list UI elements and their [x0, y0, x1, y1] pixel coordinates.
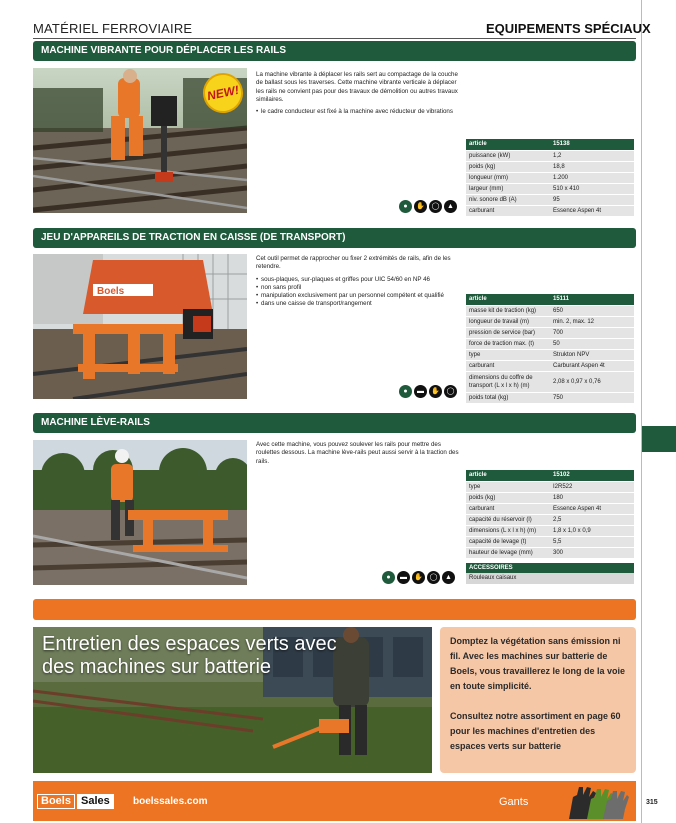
spec-header-row	[466, 470, 634, 481]
spec-key: dimensions du coffre de transport (L x l x h) (m)	[466, 371, 550, 392]
description-text: Avec cette machine, vous pouvez soulever les rails pour mettre des roulettes dessous. La machine lève-rails peut aussi servir à la traction des rails.	[256, 441, 459, 465]
product-title-vibrating-machine: MACHINE VIBRANTE POUR DÉPLACER LES RAILS	[33, 41, 636, 61]
spec-key: longueur de travail (m)	[466, 316, 550, 327]
spec-value: Strukton NPV	[550, 349, 634, 360]
spec-header-row	[466, 294, 634, 305]
spec-key: force de traction max. (t)	[466, 338, 550, 349]
bullet-item: • sous-plaques, sur-plaques et griffes pour UIC 54/60 en NP 46	[256, 276, 464, 284]
promo-paragraph: Domptez la végétation sans émission ni fil. Avec les machines sur batterie de Boels, vous travaillerez le long de la voie en toute simplicité.	[450, 636, 626, 691]
spec-key: article	[466, 139, 550, 150]
page-number: 315	[646, 799, 658, 806]
spec-table-15111	[466, 294, 634, 404]
accessory-item: Rouleaux caisaux	[466, 573, 634, 584]
spec-key: type	[466, 349, 550, 360]
safety-icons-row	[399, 385, 457, 398]
safety-shoe-icon: ▬	[397, 571, 410, 584]
spec-row	[466, 547, 634, 558]
accessories-title: ACCESSOIRES	[466, 563, 634, 573]
spec-row	[466, 371, 634, 392]
ear-protection-icon: ◯	[429, 200, 442, 213]
glove-icon: ✋	[414, 200, 427, 213]
spec-key: poids total (kg)	[466, 392, 550, 403]
spec-row	[466, 161, 634, 172]
category-heading: MATÉRIEL FERROVIAIRE	[33, 21, 193, 36]
safety-person-icon: ●	[399, 385, 412, 398]
spec-value: 650	[550, 305, 634, 316]
spec-row	[466, 525, 634, 536]
spec-value: 1.200	[550, 172, 634, 183]
spec-value: 2,08 x 0,97 x 0,76	[550, 371, 634, 392]
bullet-item: • manipulation exclusivement par un personnel compétent et qualifié	[256, 292, 464, 300]
rail-lifter-description	[256, 441, 464, 470]
spec-row	[466, 183, 634, 194]
header-rule	[33, 38, 636, 39]
spec-row	[466, 349, 634, 360]
spec-row	[466, 392, 634, 403]
spec-value: I2R522	[550, 481, 634, 492]
spec-row	[466, 194, 634, 205]
spec-row	[466, 503, 634, 514]
spec-row	[466, 172, 634, 183]
spec-key: longueur (mm)	[466, 172, 550, 183]
spec-row	[466, 205, 634, 216]
gloves-image	[563, 783, 629, 821]
rail-lifter-photo	[33, 440, 247, 585]
spec-key: largeur (mm)	[466, 183, 550, 194]
description-text: Cet outil permet de rapprocher ou fixer 2 extrémités de rails, afin de les retendre.	[256, 255, 451, 271]
spec-key: capacité du réservoir (l)	[466, 514, 550, 525]
glove-icon: ✋	[412, 571, 425, 584]
helmet-icon: ▲	[444, 200, 457, 213]
promo-title-line: Entretien des espaces verts avec	[42, 633, 337, 655]
spec-row	[466, 481, 634, 492]
glove-icon: ✋	[429, 385, 442, 398]
spec-key: carburant	[466, 205, 550, 216]
spec-value: Essence Aspen 4t	[550, 503, 634, 514]
vibrating-machine-description	[256, 71, 464, 116]
bullet-item: • le cadre conducteur est fixé à la machine avec réducteur de vibrations	[256, 108, 464, 116]
section-heading: EQUIPEMENTS SPÉCIAUX	[486, 21, 651, 36]
spec-row	[466, 360, 634, 371]
promo-title-line: des machines sur batterie	[42, 656, 272, 678]
svg-text:Boels: Boels	[97, 286, 125, 297]
spec-key: carburant	[466, 360, 550, 371]
promo-banner-bar	[33, 599, 636, 620]
spec-row	[466, 316, 634, 327]
spec-table-15138	[466, 139, 634, 217]
product-title-rail-lifter: MACHINE LÈVE-RAILS	[33, 413, 636, 433]
safety-person-icon: ●	[399, 200, 412, 213]
promo-title	[42, 633, 337, 679]
spec-table-15102	[466, 470, 634, 559]
spec-key: poids (kg)	[466, 161, 550, 172]
ear-protection-icon: ◯	[444, 385, 457, 398]
boels-logo[interactable]: Boels	[37, 794, 75, 809]
spec-key: pression de service (bar)	[466, 327, 550, 338]
safety-shoe-icon: ▬	[414, 385, 427, 398]
promo-text-box	[440, 627, 636, 773]
spec-value: 95	[550, 194, 634, 205]
accessories-box	[466, 563, 634, 584]
spec-key: capacité de levage (t)	[466, 536, 550, 547]
spec-key: poids (kg)	[466, 492, 550, 503]
safety-icons-row	[399, 200, 457, 213]
spec-key: article	[466, 294, 550, 305]
footer-bar	[33, 781, 636, 821]
spec-row	[466, 305, 634, 316]
product-title-traction-kit: JEU D'APPAREILS DE TRACTION EN CAISSE (DE TRANSPORT)	[33, 228, 636, 248]
spec-value: 750	[550, 392, 634, 403]
spec-value: 1,2	[550, 150, 634, 161]
page-edge-line	[641, 0, 642, 823]
spec-key: puissance (kW)	[466, 150, 550, 161]
spec-value: 18,8	[550, 161, 634, 172]
side-tab-marker	[642, 426, 676, 452]
safety-person-icon: ●	[382, 571, 395, 584]
spec-key: hauteur de levage (mm)	[466, 547, 550, 558]
spec-row	[466, 338, 634, 349]
promo-paragraph: Consultez notre assortiment en page 60 pour les machines d'entretien des espaces verts sur batterie	[450, 711, 621, 751]
spec-key: masse kit de traction (kg)	[466, 305, 550, 316]
spec-key: niv. sonore dB (A)	[466, 194, 550, 205]
spec-row	[466, 150, 634, 161]
new-badge: NEW!	[199, 69, 246, 116]
spec-row	[466, 514, 634, 525]
spec-value: 1,8 x 1,0 x 0,9	[550, 525, 634, 536]
spec-value: Essence Aspen 4t	[550, 205, 634, 216]
spec-row	[466, 536, 634, 547]
spec-value: 5,5	[550, 536, 634, 547]
spec-value: Carburant Aspen 4t	[550, 360, 634, 371]
spec-row	[466, 327, 634, 338]
spec-value: 50	[550, 338, 634, 349]
spec-value: 15111	[550, 294, 634, 305]
spec-value: 180	[550, 492, 634, 503]
spec-key: dimensions (L x l x h) (m)	[466, 525, 550, 536]
spec-value: 700	[550, 327, 634, 338]
spec-value: min. 2, max. 12	[550, 316, 634, 327]
ear-protection-icon: ◯	[427, 571, 440, 584]
battery-garden-machine-photo	[33, 627, 432, 773]
traction-kit-description	[256, 255, 464, 309]
footer-website-link[interactable]: boelssales.com	[133, 796, 208, 807]
spec-row	[466, 492, 634, 503]
helmet-icon: ▲	[442, 571, 455, 584]
spec-value: 15138	[550, 139, 634, 150]
bullet-item: • non sans profil	[256, 284, 464, 292]
bullet-item: • dans une caisse de transport/rangement	[256, 300, 464, 308]
sales-logo[interactable]: Sales	[77, 794, 114, 809]
footer-next-category: Gants	[499, 796, 529, 808]
traction-kit-photo	[33, 254, 247, 399]
spec-key: article	[466, 470, 550, 481]
spec-header-row	[466, 139, 634, 150]
description-text: La machine vibrante à déplacer les rails sert au compactage de la couche de ballast sous les traverses. Cette machine vibrante verticale à déplacer les rails ne convient pas pour des travaux de démolition ou autres travaux similaires.	[256, 71, 458, 103]
spec-key: carburant	[466, 503, 550, 514]
spec-value: 510 x 410	[550, 183, 634, 194]
safety-icons-row	[382, 571, 455, 584]
spec-value: 2,5	[550, 514, 634, 525]
spec-value: 15102	[550, 470, 634, 481]
spec-value: 300	[550, 547, 634, 558]
spec-key: type	[466, 481, 550, 492]
